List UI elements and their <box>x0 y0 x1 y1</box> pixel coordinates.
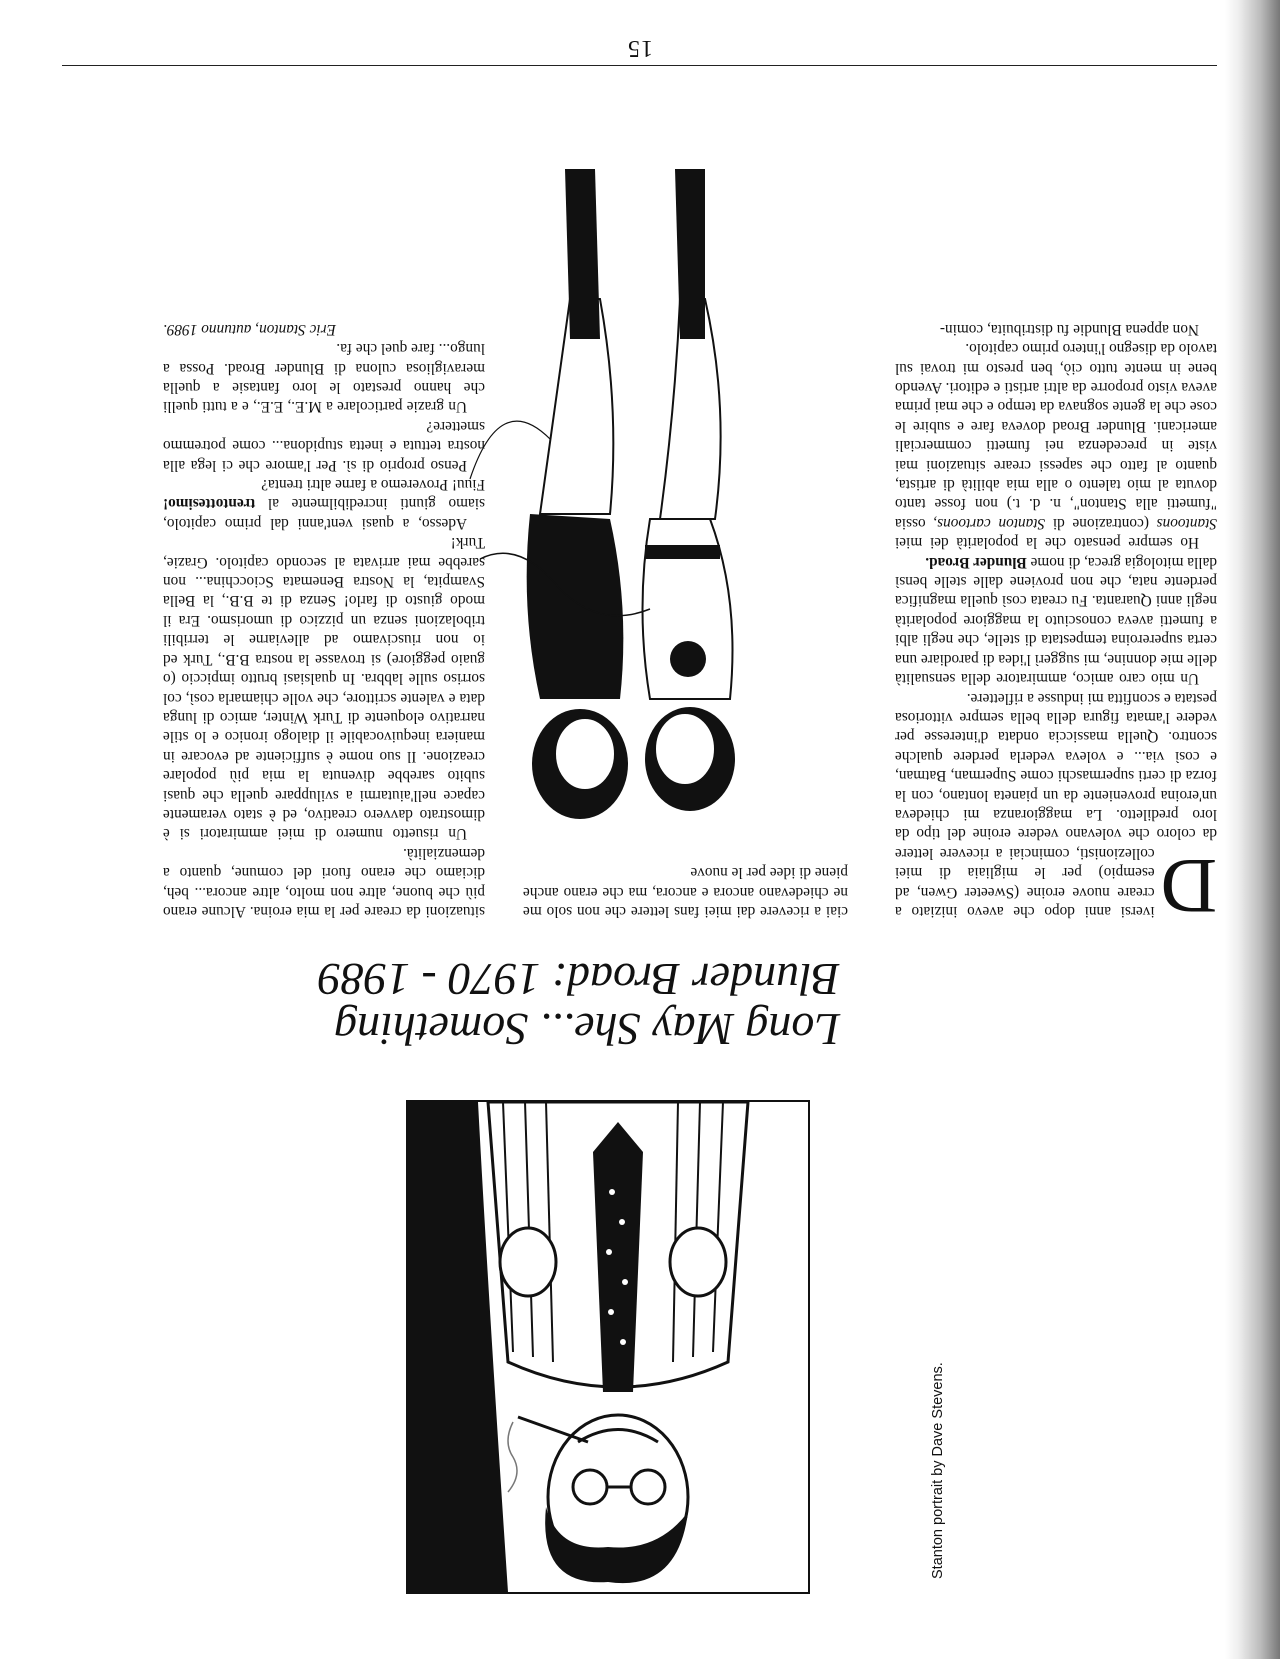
portrait-caption: Stanton portrait by Dave Stevens. <box>930 1362 946 1579</box>
paragraph: Penso proprio di sì. Per l'amore che ci lega alla nostra tettuta e inetta stupidona... come potremmo smettere? <box>163 417 485 474</box>
paragraph-text: Non appena Blundie fu distribuita, comin- <box>939 320 1199 338</box>
bold-term: trentottesimo! <box>163 495 256 513</box>
bold-name: Blunder Broad. <box>925 553 1027 571</box>
paragraph <box>895 552 1217 688</box>
paragraph <box>163 475 485 533</box>
italic-term: Stantoons <box>1156 514 1217 532</box>
paragraph: Un risuetto numero di miei ammiratori si è dimostrato davvero creativo, ed è stato veramente capace nell'aiutarmi a sviluppare quella che quasi subito sarebbe divenuta la mia più popolare creazione. Il suo nome è sufficiente ad evocare in maniera inequivocabile il dialogo ironico e lo stile narrativo eloquente di Turk Winter, amico di lunga data e valente scrittore, che volle chiamarla così, col sorriso sulle labbra. In qualsiasi brutto impiccio (o guaio peggiore) si trovasse la nostra B.B., Turk ed io non riuscivamo ad alleviarne le terribili tribolazioni senza un pizzico di umorismo. Era il modo giusto di farlo! Senza di te B.B., la Bella Svampita, la Nostra Benemata Sciocchina... non sarebbe mai arrivata al secondo capitolo. Grazie, Turk! <box>163 534 485 843</box>
illustration-drawing <box>455 139 800 859</box>
page-number: 15 <box>627 35 653 61</box>
paragraph-text: Ho sempre pensato che la popolarità dei miei <box>895 534 1199 552</box>
author-name: Eric Stanton, <box>255 320 336 338</box>
paragraph-text: iversi anni dopo che avevo iniziato a creare nuove eroine (Sweeter Gwen, ad esempio) per le migliaia di miei collezionisti, cominciai a ricevere lettere da coloro che volevano vedere eroine del tipo da loro prediletto. La maggioranza mi chiedeva un'eroina proveniente da un pianeta lontano, con la forza di certi supermaschi come Superman, Batman, e così via... e voleva vederla perdere qualche scontro. Quella massiccia ondata d'interesse per vedere l'amata figura della bella sempre vittoriosa pestata e sconfitta mi indusse a riflettere. <box>895 689 1217 920</box>
signature-date: autunno 1989. <box>163 320 252 338</box>
footer-rule <box>62 65 1217 66</box>
paragraph-text: Fiuu! Proveremo a farne altri trenta? <box>261 476 485 494</box>
paragraph: ciai a ricevere dai miei fans lettere che non solo me ne chiedevano ancora e ancora, ma che erano anche piene di idee per le nuove <box>523 864 848 920</box>
paragraph-text: Adesso, a quasi vent'anni dal primo capitolo, siamo giunti incredibilmente al <box>163 495 485 532</box>
paragraph-text: ossia "fumetti alla Stanton", n. d. t.) non fosse tanto dovuta al mio talento o alla mia abilità di artista, quanto al fatto che sapessi creare situazioni mai viste in precedenza nei fumetti commerciali americani. Blunder Broad doveva fare e subire le cose che la gente sognava da tempo e che mai prima aveva visto proporre da altri artisti e editori. Avendo bene in mente tutto ciò, ben presto mi trovai sul tavolo da disegno l'intero primo capitolo. <box>895 340 1217 532</box>
paragraph <box>895 339 1217 552</box>
text-column-3 <box>163 319 485 921</box>
paragraph-text: Un mio caro amico, ammiratore della sensualità delle mie donnine, mi suggerì l'idea di parodiare una certa supereroina tempestata di stelle, che negli albi a fumetti aveva conosciuto la maggiore popolarità negli anni Quaranta. Fu creata così quella magnifica perdente nata, che non proviene dalle stelle bensì dalla mitologia greca, di nome <box>895 553 1217 688</box>
text-column-2 <box>523 863 848 921</box>
heroine-illustration <box>455 139 800 859</box>
title-line-2: Blunder Broad: 1970 - 1989 <box>317 954 840 1005</box>
paragraph <box>895 688 1217 930</box>
page-edge-shadow <box>1225 0 1280 1659</box>
article-title <box>140 954 840 1054</box>
signature-line <box>163 319 485 338</box>
paragraph: Un grazie particolare a M.E., E.E., e a tutti quelli che hanno prestato le loro fantasie a quella meravigliosa culona di Blunder Broad. Possa a lungo... fare quel che fa. <box>163 340 485 416</box>
portrait-drawing <box>408 1102 808 1592</box>
title-line-1: Long May She... Something <box>334 1004 840 1055</box>
text-column-1 <box>895 319 1217 930</box>
paragraph <box>895 319 1217 338</box>
drop-cap: D <box>1160 843 1217 930</box>
italic-term: Stanton cartoons, <box>933 514 1046 532</box>
paragraph-text: (contrazione di <box>1052 514 1149 532</box>
paragraph: situazioni da creare per la mia eroina. Alcune erano più che buone, altre non molto, altre ancora... beh, diciamo che erano fuori del comune, quanto a demenzialità. <box>163 844 485 920</box>
stanton-portrait-illustration <box>406 1100 810 1594</box>
